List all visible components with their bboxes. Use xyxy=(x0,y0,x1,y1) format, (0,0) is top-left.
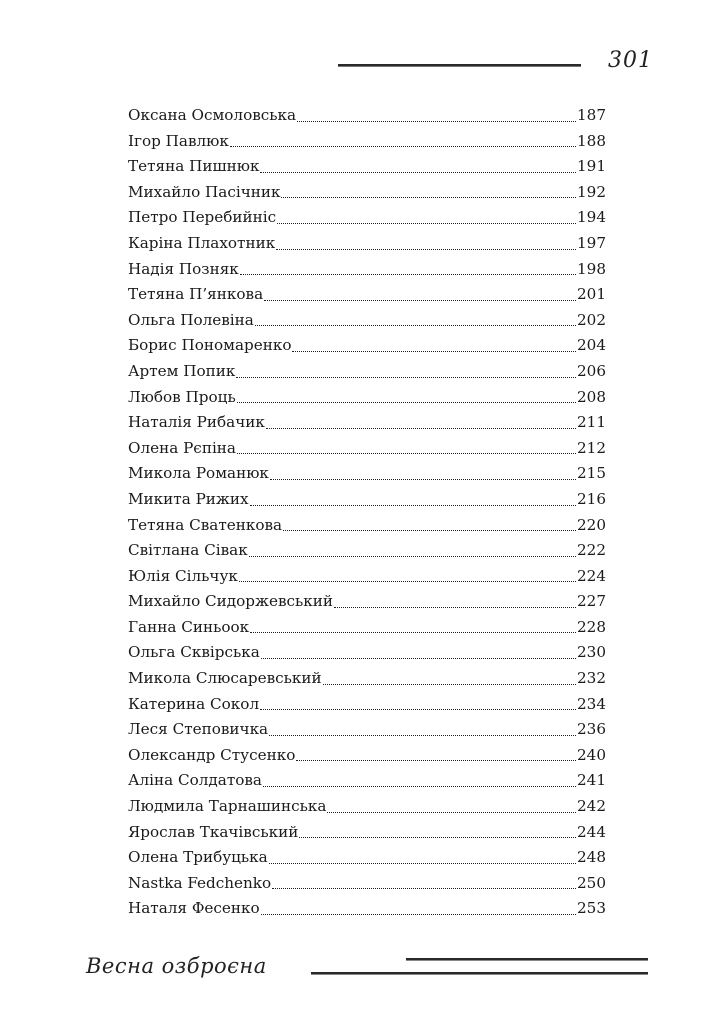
toc-dot-leader xyxy=(297,120,576,122)
toc-dot-leader xyxy=(260,708,576,710)
toc-dot-leader xyxy=(281,196,576,198)
toc-entry xyxy=(128,257,606,283)
toc-entry-name: Nastka Fedchenko xyxy=(128,873,272,892)
toc-entry xyxy=(128,205,606,231)
toc-entry-name: Катерина Сокол xyxy=(128,694,260,713)
toc-entry-page: 188 xyxy=(577,131,606,150)
toc-entry xyxy=(128,513,606,539)
toc-dot-leader xyxy=(261,657,576,659)
toc-entry xyxy=(128,180,606,206)
toc-entry-name: Любов Проць xyxy=(128,387,236,406)
toc-entry-name: Наталія Рибачик xyxy=(128,413,265,432)
toc-dot-leader xyxy=(283,529,576,531)
toc-entry xyxy=(128,743,606,769)
toc-entry xyxy=(128,794,606,820)
toc-entry-page: 242 xyxy=(577,797,606,816)
toc-entry-name: Наталя Фесенко xyxy=(128,899,260,918)
toc-entry-page: 212 xyxy=(577,438,606,457)
toc-entry xyxy=(128,717,606,743)
toc-entry-name: Ольга Полевіна xyxy=(128,310,254,329)
toc-entry xyxy=(128,487,606,513)
toc-dot-leader xyxy=(264,299,576,301)
toc-entry-name: Микола Романюк xyxy=(128,464,269,483)
toc-entry xyxy=(128,103,606,129)
toc-dot-leader xyxy=(260,171,576,173)
toc-entry-page: 192 xyxy=(577,182,606,201)
toc-entry-name: Олена Рєпіна xyxy=(128,438,236,457)
toc-entry xyxy=(128,282,606,308)
table-of-contents xyxy=(128,103,606,922)
toc-entry-name: Тетяна Сватенкова xyxy=(128,515,283,534)
toc-entry xyxy=(128,768,606,794)
toc-entry-page: 227 xyxy=(577,592,606,611)
toc-entry-name: Аліна Солдатова xyxy=(128,771,262,790)
toc-entry xyxy=(128,359,606,385)
toc-entry xyxy=(128,154,606,180)
toc-dot-leader xyxy=(263,785,576,787)
toc-dot-leader xyxy=(261,913,576,915)
toc-dot-leader xyxy=(250,631,576,633)
toc-entry-page: 197 xyxy=(577,233,606,252)
toc-entry-name: Оксана Осмоловська xyxy=(128,106,297,124)
toc-entry-name: Ольга Сквірська xyxy=(128,643,260,662)
toc-entry-name: Тетяна Пишнюк xyxy=(128,157,260,176)
toc-entry-page: 198 xyxy=(577,259,606,278)
toc-entry-page: 240 xyxy=(577,745,606,764)
toc-entry xyxy=(128,640,606,666)
footer-rule-lower xyxy=(311,972,648,975)
toc-entry-page: 224 xyxy=(577,566,606,585)
toc-entry-name: Надія Позняк xyxy=(128,259,239,278)
toc-entry xyxy=(128,845,606,871)
toc-entry-name: Петро Перебийніс xyxy=(128,208,277,227)
toc-entry xyxy=(128,589,606,615)
toc-dot-leader xyxy=(250,504,576,506)
toc-entry xyxy=(128,461,606,487)
toc-dot-leader xyxy=(327,811,576,813)
toc-entry-page: 236 xyxy=(577,720,606,739)
toc-entry-page: 253 xyxy=(577,899,606,918)
toc-entry-name: Світлана Сівак xyxy=(128,541,248,560)
toc-dot-leader xyxy=(292,350,576,352)
toc-dot-leader xyxy=(266,427,576,429)
toc-entry-name: Ярослав Ткачівський xyxy=(128,822,299,841)
toc-entry-name: Каріна Плахотник xyxy=(128,233,276,252)
toc-entry xyxy=(128,410,606,436)
toc-entry-name: Ігор Павлюк xyxy=(128,131,229,150)
toc-entry-name: Леся Степовичка xyxy=(128,720,269,739)
toc-dot-leader xyxy=(299,836,576,838)
toc-entry-page: 206 xyxy=(577,361,606,380)
toc-dot-leader xyxy=(323,683,576,685)
toc-entry-name: Людмила Тарнашинська xyxy=(128,797,327,816)
toc-dot-leader xyxy=(269,734,576,736)
toc-entry xyxy=(128,666,606,692)
toc-entry xyxy=(128,538,606,564)
toc-dot-leader xyxy=(296,759,576,761)
toc-entry xyxy=(128,231,606,257)
toc-entry-page: 201 xyxy=(577,285,606,304)
toc-entry xyxy=(128,333,606,359)
toc-entry-page: 228 xyxy=(577,617,606,636)
toc-entry xyxy=(128,385,606,411)
toc-dot-leader xyxy=(269,862,576,864)
toc-dot-leader xyxy=(239,580,576,582)
toc-entry-page: 211 xyxy=(577,413,606,432)
toc-entry-page: 241 xyxy=(577,771,606,790)
toc-entry xyxy=(128,820,606,846)
toc-entry-name: Михайло Сидоржевський xyxy=(128,592,334,611)
toc-entry-page: 230 xyxy=(577,643,606,662)
toc-entry-page: 202 xyxy=(577,310,606,329)
toc-entry-page: 234 xyxy=(577,694,606,713)
toc-entry-page: 244 xyxy=(577,822,606,841)
toc-entry-page: 232 xyxy=(577,669,606,688)
toc-entry-name: Тетяна П’янкова xyxy=(128,285,264,304)
toc-dot-leader xyxy=(276,248,576,250)
toc-entry-name: Микита Рижих xyxy=(128,489,249,508)
toc-entry-name: Ганна Синьоок xyxy=(128,617,250,636)
toc-dot-leader xyxy=(237,401,576,403)
toc-entry xyxy=(128,871,606,897)
toc-entry-name: Борис Пономаренко xyxy=(128,336,292,355)
toc-entry xyxy=(128,896,606,922)
toc-entry-page: 220 xyxy=(577,515,606,534)
toc-entry-name: Михайло Пасічник xyxy=(128,182,281,201)
toc-dot-leader xyxy=(237,452,576,454)
toc-entry xyxy=(128,615,606,641)
toc-entry xyxy=(128,308,606,334)
toc-dot-leader xyxy=(240,273,576,275)
footer-book-title: Весна озброєна xyxy=(86,954,267,978)
toc-entry-name: Олександр Стусенко xyxy=(128,745,296,764)
toc-entry xyxy=(128,564,606,590)
toc-dot-leader xyxy=(334,606,576,608)
toc-dot-leader xyxy=(270,478,576,480)
toc-entry xyxy=(128,436,606,462)
toc-entry-name: Олена Трибуцька xyxy=(128,848,268,867)
toc-entry-name: Артем Попик xyxy=(128,361,236,380)
toc-entry-page: 216 xyxy=(577,489,606,508)
toc-entry-page: 187 xyxy=(577,106,606,124)
toc-entry-name: Юлія Сільчук xyxy=(128,566,238,585)
toc-dot-leader xyxy=(236,376,576,378)
toc-entry-name: Микола Слюсаревський xyxy=(128,669,322,688)
toc-dot-leader xyxy=(249,555,576,557)
toc-entry-page: 204 xyxy=(577,336,606,355)
page-number: 301 xyxy=(608,48,653,73)
toc-entry-page: 208 xyxy=(577,387,606,406)
toc-entry-page: 250 xyxy=(577,873,606,892)
toc-dot-leader xyxy=(255,324,576,326)
toc-entry xyxy=(128,129,606,155)
toc-dot-leader xyxy=(272,887,576,889)
footer-rule-upper xyxy=(406,958,648,961)
toc-entry-page: 191 xyxy=(577,157,606,176)
toc-entry-page: 222 xyxy=(577,541,606,560)
toc-entry-page: 215 xyxy=(577,464,606,483)
header-rule xyxy=(338,64,581,67)
toc-entry xyxy=(128,692,606,718)
toc-entry-page: 248 xyxy=(577,848,606,867)
toc-dot-leader xyxy=(277,222,576,224)
toc-entry-page: 194 xyxy=(577,208,606,227)
toc-dot-leader xyxy=(230,145,576,147)
